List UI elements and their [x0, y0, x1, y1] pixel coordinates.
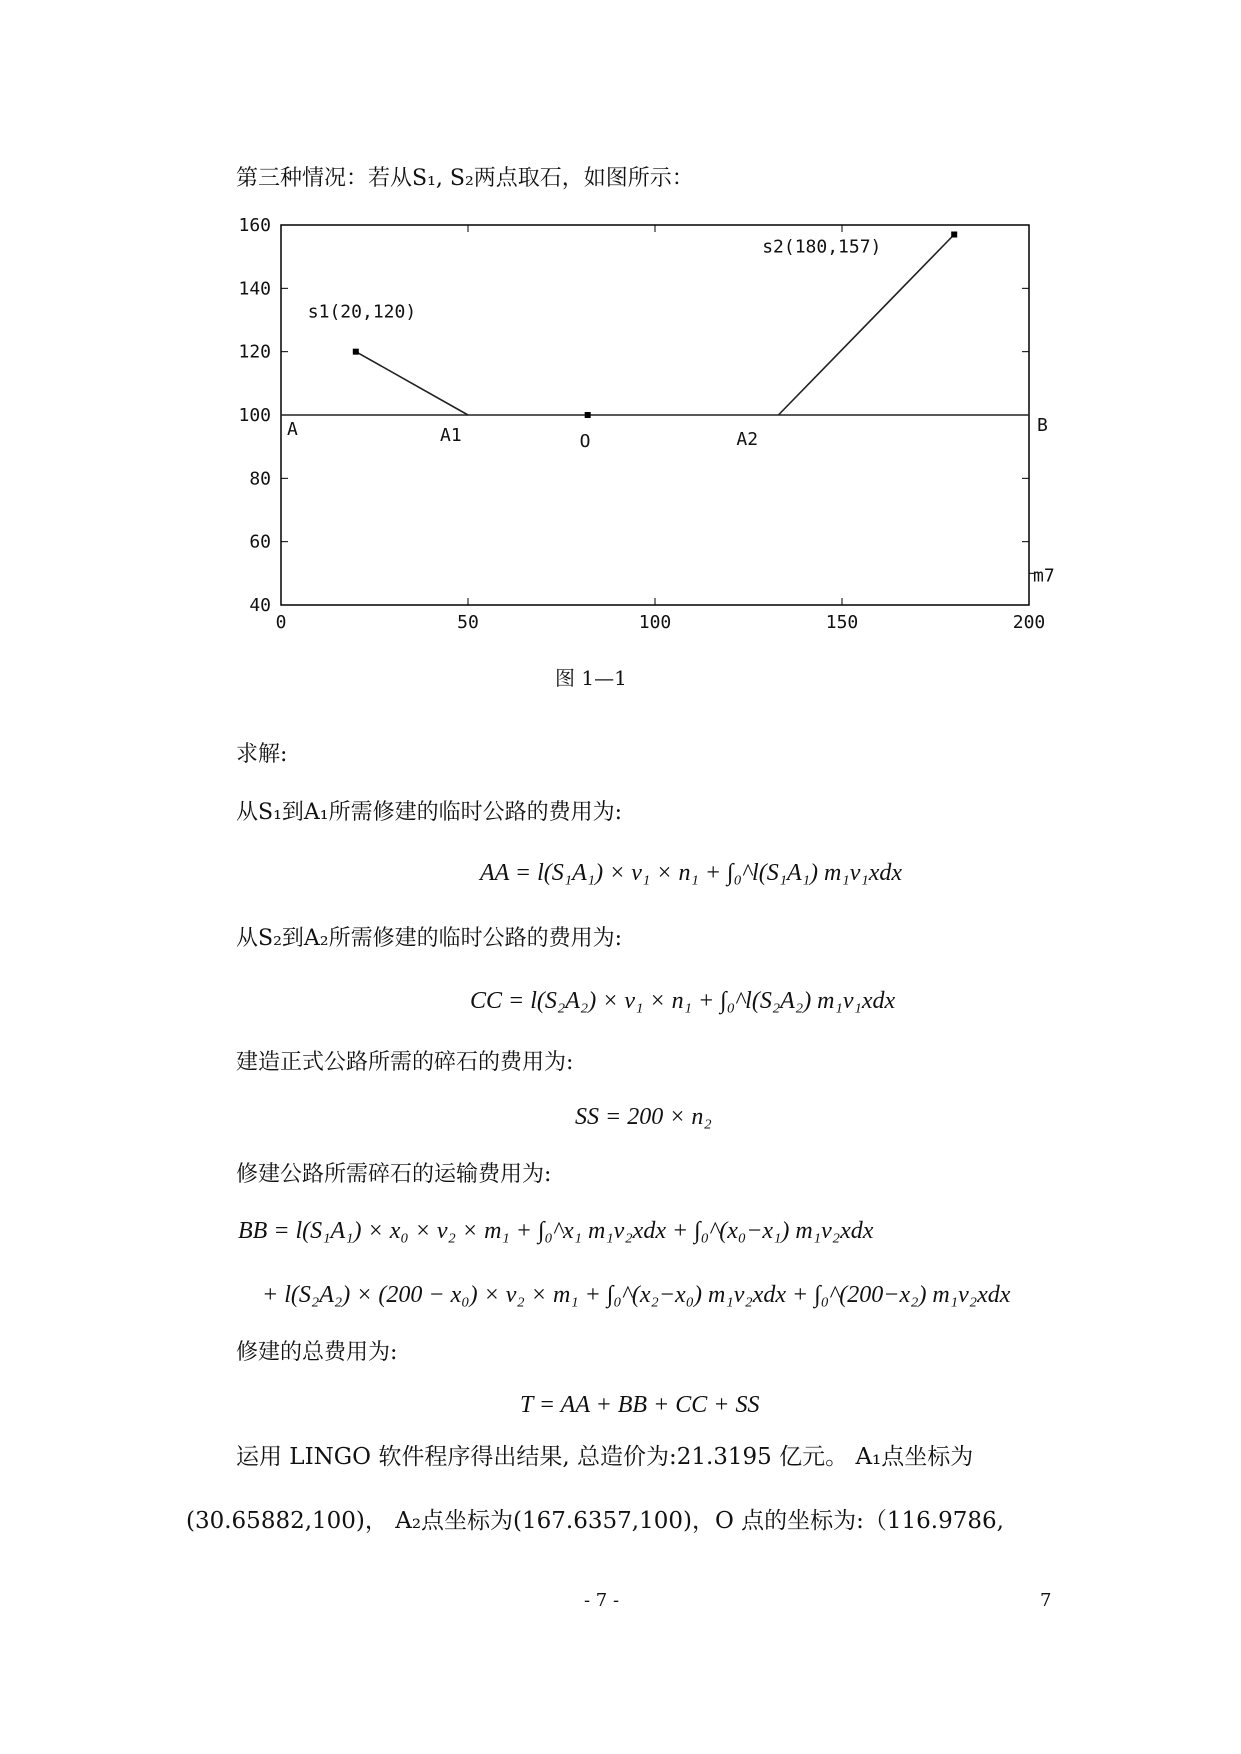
y-tick-label: 120 — [238, 341, 271, 363]
annotation-a1: A1 — [440, 425, 462, 446]
annotation-s1: s1(20,120) — [307, 301, 417, 323]
result-line-1: 运用 LINGO 软件程序得出结果, 总造价为:21.3195 亿元。 A₁点坐标为 — [236, 1444, 974, 1470]
equation-aa: AA = l(S₁A₁) × v₁ × n₁ + ∫₀^l(S₁A₁) m₁v₁xdx — [480, 860, 903, 886]
text-s2-a2: 从S₂到A₂所需修建的临时公路的费用为: — [236, 926, 623, 951]
result-line-2: (30.65882,100)， A₂点坐标为(167.6357,100)，O 点的坐标为:（116.9786, — [186, 1508, 1004, 1534]
equation-ss: SS = 200 × n₂ — [575, 1104, 712, 1130]
solve-label: 求解: — [236, 742, 288, 767]
x-tick-label: 0 — [275, 612, 287, 633]
equation-cc: CC = l(S₂A₂) × v₁ × n₁ + ∫₀^l(S₂A₂) m₁v₁xdx — [470, 988, 896, 1014]
y-tick-label: 40 — [249, 595, 271, 616]
x-tick-label: 100 — [638, 612, 672, 633]
data-point-marker — [951, 232, 957, 238]
annotation-a2: A2 — [736, 429, 759, 450]
figure-1-1 — [0, 200, 1241, 840]
text-ss: 建造正式公路所需的碎石的费用为: — [236, 1050, 574, 1075]
x-tick-label: 150 — [825, 612, 859, 633]
intro-line: 第三种情况：若从S₁, S₂两点取石，如图所示： — [236, 166, 694, 191]
equation-bb-line1: BB = l(S₁A₁) × x₀ × v₂ × m₁ + ∫₀^x₁ m₁v₂xdx + ∫₀^(x₀−x₁) m₁v₂xdx — [238, 1218, 874, 1244]
x-tick-label: 200 — [1012, 612, 1046, 633]
y-tick-label: 60 — [249, 531, 271, 553]
data-point-marker — [353, 349, 359, 355]
data-point-marker — [585, 412, 591, 418]
y-tick-label: 100 — [238, 405, 271, 426]
page-number-right: 7 — [1040, 1590, 1052, 1611]
annotation-a: A — [287, 419, 298, 440]
page-number-center: - 7 - — [584, 1590, 620, 1611]
series-line-1 — [356, 352, 468, 415]
y-tick-label: 80 — [249, 468, 271, 490]
annotation-s2: s2(180,157) — [762, 236, 882, 258]
figure-caption: 图 1—1 — [555, 666, 627, 690]
text-bb: 修建公路所需碎石的运输费用为: — [236, 1162, 552, 1187]
text-s1-a1: 从S₁到A₁所需修建的临时公路的费用为: — [236, 800, 623, 825]
y-tick-label: 140 — [238, 278, 271, 300]
equation-bb-line2: + l(S₂A₂) × (200 − x₀) × v₂ × m₁ + ∫₀^(x₂−x₀) m₁v₂xdx + ∫₀^(200−x₂) m₁v₂xdx — [262, 1282, 1011, 1308]
annotation-b: B — [1037, 415, 1048, 436]
annotation-o: O — [579, 431, 591, 452]
y-tick-label: 160 — [238, 215, 271, 236]
text-total: 修建的总费用为: — [236, 1340, 398, 1365]
annotation-m7: m7 — [1033, 565, 1055, 587]
series-line-3 — [778, 235, 954, 416]
equation-t: T = AA + BB + CC + SS — [520, 1392, 760, 1418]
x-tick-label: 50 — [457, 612, 479, 633]
